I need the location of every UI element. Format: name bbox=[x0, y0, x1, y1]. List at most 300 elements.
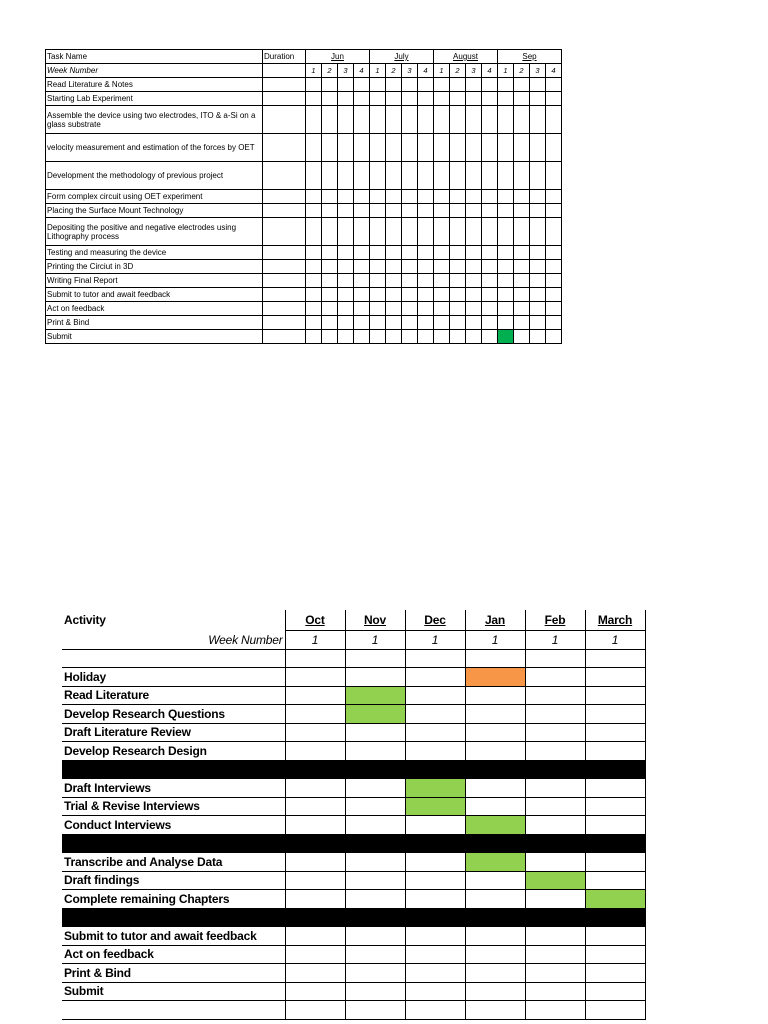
activity-row bbox=[62, 816, 645, 835]
gantt-cell bbox=[338, 330, 354, 344]
gantt-cell bbox=[285, 871, 345, 890]
activity-row bbox=[62, 742, 645, 761]
week-number-row bbox=[62, 631, 645, 650]
gantt-cell bbox=[585, 964, 645, 983]
gantt-cell bbox=[482, 274, 498, 288]
gantt-cell bbox=[465, 871, 525, 890]
activity-name: Draft Interviews bbox=[62, 779, 285, 798]
gantt-cell bbox=[285, 1001, 345, 1020]
gantt-cell bbox=[482, 134, 498, 162]
gantt-cell bbox=[306, 78, 322, 92]
task-name: Assemble the device using two electrodes, ITO & a-Si on a glass substrate bbox=[46, 106, 263, 134]
gantt-cell bbox=[285, 853, 345, 872]
gantt-cell bbox=[465, 797, 525, 816]
gantt-cell bbox=[585, 890, 645, 909]
month-header bbox=[465, 610, 525, 631]
gantt-cell bbox=[450, 274, 466, 288]
gantt-cell bbox=[405, 816, 465, 835]
gantt-cell bbox=[434, 288, 450, 302]
gantt-cell bbox=[402, 288, 418, 302]
gantt-cell bbox=[525, 742, 585, 761]
gantt-cell bbox=[370, 106, 386, 134]
gantt-cell bbox=[525, 853, 585, 872]
gantt-cell bbox=[386, 288, 402, 302]
task-row bbox=[46, 190, 562, 204]
duration-header: Duration bbox=[263, 50, 306, 64]
activity-name bbox=[62, 649, 285, 668]
gantt-cell bbox=[285, 723, 345, 742]
gantt-cell bbox=[465, 890, 525, 909]
gantt-cell bbox=[338, 78, 354, 92]
gantt-cell bbox=[466, 246, 482, 260]
gantt-cell bbox=[338, 204, 354, 218]
task-row bbox=[46, 316, 562, 330]
gantt-cell bbox=[338, 260, 354, 274]
gantt-cell bbox=[345, 982, 405, 1001]
task-row bbox=[46, 288, 562, 302]
gantt-cell bbox=[354, 204, 370, 218]
gantt-cell bbox=[405, 927, 465, 946]
week-number: 2 bbox=[386, 64, 402, 78]
gantt-cell bbox=[585, 816, 645, 835]
gantt-cell bbox=[354, 190, 370, 204]
gantt-cell bbox=[418, 274, 434, 288]
gantt-cell bbox=[546, 288, 562, 302]
gantt-cell bbox=[418, 78, 434, 92]
duration-cell bbox=[263, 162, 306, 190]
activity-name: Print & Bind bbox=[62, 964, 285, 983]
gantt-cell bbox=[514, 246, 530, 260]
gantt-cell bbox=[530, 274, 546, 288]
gantt-cell bbox=[465, 742, 525, 761]
gantt-cell bbox=[585, 927, 645, 946]
gantt-cell bbox=[322, 162, 338, 190]
duration-cell bbox=[263, 190, 306, 204]
week-number: 1 bbox=[434, 64, 450, 78]
gantt-cell bbox=[434, 302, 450, 316]
gantt-cell bbox=[402, 330, 418, 344]
header-row bbox=[46, 50, 562, 64]
gantt-cell bbox=[546, 218, 562, 246]
duration-cell bbox=[263, 106, 306, 134]
gantt-cell bbox=[514, 316, 530, 330]
gantt-cell bbox=[370, 162, 386, 190]
gantt-cell bbox=[322, 274, 338, 288]
gantt-cell bbox=[465, 964, 525, 983]
gantt-cell bbox=[498, 288, 514, 302]
gantt-cell bbox=[322, 302, 338, 316]
activity-row bbox=[62, 723, 645, 742]
month-header bbox=[405, 610, 465, 631]
section-separator bbox=[62, 760, 645, 779]
gantt-cell bbox=[322, 92, 338, 106]
task-name: Placing the Surface Mount Technology bbox=[46, 204, 263, 218]
task-name: velocity measurement and estimation of the forces by OET bbox=[46, 134, 263, 162]
gantt-cell bbox=[338, 134, 354, 162]
gantt-cell bbox=[525, 964, 585, 983]
gantt-cell bbox=[285, 982, 345, 1001]
gantt-cell bbox=[498, 302, 514, 316]
activity-header: Activity bbox=[62, 610, 285, 631]
activity-name: Read Literature bbox=[62, 686, 285, 705]
month-label: Feb bbox=[544, 613, 566, 627]
gantt-cell bbox=[402, 106, 418, 134]
gantt-cell bbox=[514, 106, 530, 134]
gantt-cell bbox=[354, 260, 370, 274]
week-number: 1 bbox=[370, 64, 386, 78]
gantt-cell bbox=[418, 302, 434, 316]
activity-name: Conduct Interviews bbox=[62, 816, 285, 835]
duration-cell bbox=[263, 92, 306, 106]
activity-name: Submit to tutor and await feedback bbox=[62, 927, 285, 946]
gantt-cell bbox=[585, 742, 645, 761]
gantt-cell bbox=[514, 260, 530, 274]
task-row bbox=[46, 92, 562, 106]
gantt-cell bbox=[482, 162, 498, 190]
gantt-cell bbox=[434, 190, 450, 204]
gantt-cell bbox=[322, 218, 338, 246]
activity-row bbox=[62, 982, 645, 1001]
activity-name: Submit bbox=[62, 982, 285, 1001]
gantt-cell bbox=[514, 190, 530, 204]
gantt-cell bbox=[498, 330, 514, 344]
task-name: Act on feedback bbox=[46, 302, 263, 316]
gantt-cell bbox=[370, 288, 386, 302]
blank-row bbox=[62, 649, 645, 668]
gantt-cell bbox=[434, 246, 450, 260]
gantt-cell bbox=[525, 890, 585, 909]
gantt-cell bbox=[530, 302, 546, 316]
gantt-cell bbox=[498, 274, 514, 288]
gantt-cell bbox=[402, 218, 418, 246]
gantt-cell bbox=[466, 302, 482, 316]
gantt-cell bbox=[322, 330, 338, 344]
gantt-cell bbox=[466, 274, 482, 288]
activity-row bbox=[62, 705, 645, 724]
gantt-cell bbox=[514, 218, 530, 246]
gantt-cell bbox=[498, 260, 514, 274]
gantt-cell bbox=[306, 246, 322, 260]
gantt-cell bbox=[498, 162, 514, 190]
gantt-cell bbox=[354, 316, 370, 330]
gantt-cell bbox=[514, 204, 530, 218]
gantt-cell bbox=[450, 78, 466, 92]
gantt-cell bbox=[585, 705, 645, 724]
gantt-cell bbox=[466, 288, 482, 302]
gantt-cell bbox=[585, 853, 645, 872]
gantt-cell bbox=[338, 218, 354, 246]
gantt-cell bbox=[402, 134, 418, 162]
gantt-cell bbox=[386, 330, 402, 344]
task-name-header: Task Name bbox=[46, 50, 263, 64]
task-name: Read Literature & Notes bbox=[46, 78, 263, 92]
gantt-cell bbox=[386, 204, 402, 218]
gantt-cell bbox=[465, 853, 525, 872]
section-separator bbox=[62, 908, 645, 927]
gantt-cell bbox=[386, 190, 402, 204]
gantt-cell bbox=[450, 246, 466, 260]
gantt-cell bbox=[402, 92, 418, 106]
task-name: Form complex circuit using OET experiment bbox=[46, 190, 263, 204]
gantt-cell bbox=[418, 288, 434, 302]
gantt-cell bbox=[322, 190, 338, 204]
gantt-cell bbox=[285, 797, 345, 816]
gantt-cell bbox=[525, 649, 585, 668]
gantt-cell bbox=[514, 302, 530, 316]
activity-name bbox=[62, 1001, 285, 1020]
gantt-cell bbox=[338, 246, 354, 260]
gantt-cell bbox=[370, 190, 386, 204]
activity-name: Draft Literature Review bbox=[62, 723, 285, 742]
gantt-cell bbox=[345, 797, 405, 816]
gantt-cell bbox=[530, 260, 546, 274]
duration-cell bbox=[263, 218, 306, 246]
gantt-cell bbox=[585, 797, 645, 816]
gantt-cell bbox=[498, 190, 514, 204]
gantt-cell bbox=[338, 274, 354, 288]
task-name: Starting Lab Experiment bbox=[46, 92, 263, 106]
gantt-cell bbox=[530, 330, 546, 344]
gantt-cell bbox=[525, 686, 585, 705]
gantt-cell bbox=[338, 302, 354, 316]
gantt-cell bbox=[466, 162, 482, 190]
gantt-cell bbox=[405, 871, 465, 890]
gantt-cell bbox=[338, 288, 354, 302]
gantt-cell bbox=[525, 1001, 585, 1020]
gantt-cell bbox=[546, 92, 562, 106]
task-row bbox=[46, 162, 562, 190]
gantt-cell bbox=[466, 134, 482, 162]
gantt-cell bbox=[306, 274, 322, 288]
activity-row bbox=[62, 890, 645, 909]
activity-row bbox=[62, 964, 645, 983]
gantt-cell bbox=[402, 162, 418, 190]
activity-name: Transcribe and Analyse Data bbox=[62, 853, 285, 872]
gantt-cell bbox=[434, 134, 450, 162]
gantt-cell bbox=[434, 316, 450, 330]
gantt-cell bbox=[482, 218, 498, 246]
gantt-cell bbox=[546, 106, 562, 134]
gantt-cell bbox=[585, 871, 645, 890]
duration-cell bbox=[263, 260, 306, 274]
gantt-cell bbox=[402, 274, 418, 288]
week-number: 3 bbox=[402, 64, 418, 78]
activity-name: Trial & Revise Interviews bbox=[62, 797, 285, 816]
gantt-cell bbox=[402, 78, 418, 92]
gantt-cell bbox=[450, 92, 466, 106]
gantt-cell bbox=[322, 204, 338, 218]
gantt-cell bbox=[585, 945, 645, 964]
gantt-cell bbox=[322, 106, 338, 134]
gantt-cell bbox=[354, 274, 370, 288]
gantt-cell bbox=[465, 723, 525, 742]
gantt-cell bbox=[345, 705, 405, 724]
month-label: Jan bbox=[484, 613, 506, 627]
gantt-cell bbox=[525, 723, 585, 742]
week-number-label: Week Number bbox=[62, 631, 285, 650]
week-number: 2 bbox=[514, 64, 530, 78]
task-name: Submit bbox=[46, 330, 263, 344]
gantt-cell bbox=[370, 274, 386, 288]
activity-name: Complete remaining Chapters bbox=[62, 890, 285, 909]
gantt-cell bbox=[450, 204, 466, 218]
gantt-cell bbox=[405, 853, 465, 872]
gantt-cell bbox=[466, 330, 482, 344]
gantt-cell bbox=[306, 92, 322, 106]
gantt-cell bbox=[450, 106, 466, 134]
gantt-cell bbox=[386, 78, 402, 92]
gantt-cell bbox=[585, 982, 645, 1001]
task-row bbox=[46, 78, 562, 92]
header-row bbox=[62, 610, 645, 631]
gantt-cell bbox=[345, 853, 405, 872]
gantt-cell bbox=[514, 288, 530, 302]
activity-name: Develop Research Questions bbox=[62, 705, 285, 724]
gantt-cell bbox=[285, 890, 345, 909]
gantt-cell bbox=[345, 871, 405, 890]
week-number: 4 bbox=[482, 64, 498, 78]
task-row bbox=[46, 134, 562, 162]
gantt-cell bbox=[498, 92, 514, 106]
task-row bbox=[46, 204, 562, 218]
week-number: 1 bbox=[585, 631, 645, 650]
gantt-cell bbox=[405, 890, 465, 909]
gantt-cell bbox=[530, 162, 546, 190]
gantt-cell bbox=[546, 330, 562, 344]
gantt-cell bbox=[585, 1001, 645, 1020]
gantt-cell bbox=[354, 92, 370, 106]
gantt-cell bbox=[370, 302, 386, 316]
gantt-cell bbox=[514, 162, 530, 190]
gantt-cell bbox=[498, 246, 514, 260]
gantt-cell bbox=[386, 106, 402, 134]
gantt-cell bbox=[514, 78, 530, 92]
gantt-cell bbox=[285, 649, 345, 668]
gantt-cell bbox=[530, 134, 546, 162]
gantt-cell bbox=[530, 106, 546, 134]
gantt-cell bbox=[498, 134, 514, 162]
gantt-cell bbox=[585, 649, 645, 668]
month-label: Dec bbox=[424, 613, 446, 627]
week-number: 2 bbox=[322, 64, 338, 78]
gantt-cell bbox=[345, 945, 405, 964]
week-number-row bbox=[46, 64, 562, 78]
gantt-cell bbox=[585, 668, 645, 687]
activity-name: Draft findings bbox=[62, 871, 285, 890]
gantt-cell bbox=[546, 260, 562, 274]
gantt-cell bbox=[345, 779, 405, 798]
activity-name: Act on feedback bbox=[62, 945, 285, 964]
gantt-cell bbox=[345, 723, 405, 742]
gantt-cell bbox=[386, 92, 402, 106]
gantt-cell bbox=[585, 723, 645, 742]
week-number: 1 bbox=[405, 631, 465, 650]
gantt-cell bbox=[306, 260, 322, 274]
gantt-cell bbox=[530, 218, 546, 246]
gantt-cell bbox=[370, 204, 386, 218]
gantt-cell bbox=[418, 316, 434, 330]
gantt-cell bbox=[285, 742, 345, 761]
gantt-cell bbox=[465, 982, 525, 1001]
gantt-cell bbox=[306, 302, 322, 316]
gantt-cell bbox=[465, 668, 525, 687]
gantt-cell bbox=[338, 190, 354, 204]
gantt-cell bbox=[405, 668, 465, 687]
week-number: 3 bbox=[338, 64, 354, 78]
activity-row bbox=[62, 853, 645, 872]
gantt-cell bbox=[405, 742, 465, 761]
gantt-cell bbox=[525, 797, 585, 816]
gantt-cell bbox=[465, 945, 525, 964]
gantt-cell bbox=[530, 288, 546, 302]
gantt-cell bbox=[498, 106, 514, 134]
separator-bar bbox=[62, 760, 645, 779]
gantt-cell bbox=[482, 190, 498, 204]
duration-cell bbox=[263, 78, 306, 92]
week-number: 3 bbox=[530, 64, 546, 78]
gantt-cell bbox=[345, 686, 405, 705]
gantt-cell bbox=[306, 204, 322, 218]
gantt-cell bbox=[525, 705, 585, 724]
gantt-cell bbox=[345, 964, 405, 983]
gantt-cell bbox=[525, 927, 585, 946]
gantt-cell bbox=[546, 134, 562, 162]
gantt-cell bbox=[345, 742, 405, 761]
task-row bbox=[46, 246, 562, 260]
activity-row bbox=[62, 797, 645, 816]
gantt-cell bbox=[530, 316, 546, 330]
gantt-cell bbox=[546, 302, 562, 316]
gantt-cell bbox=[465, 686, 525, 705]
section-separator bbox=[62, 834, 645, 853]
week-number: 1 bbox=[345, 631, 405, 650]
gantt-cell bbox=[418, 162, 434, 190]
month-label: Oct bbox=[305, 613, 325, 627]
gantt-cell bbox=[306, 190, 322, 204]
gantt-cell bbox=[370, 316, 386, 330]
gantt-cell bbox=[345, 816, 405, 835]
gantt-cell bbox=[465, 705, 525, 724]
gantt-cell bbox=[450, 330, 466, 344]
gantt-cell bbox=[465, 816, 525, 835]
gantt-cell bbox=[482, 92, 498, 106]
gantt-cell bbox=[370, 330, 386, 344]
gantt-cell bbox=[285, 779, 345, 798]
gantt-cell bbox=[402, 204, 418, 218]
task-row bbox=[46, 106, 562, 134]
gantt-cell bbox=[482, 78, 498, 92]
gantt-cell bbox=[418, 260, 434, 274]
week-number: 1 bbox=[306, 64, 322, 78]
gantt-cell bbox=[402, 246, 418, 260]
gantt-cell bbox=[285, 686, 345, 705]
blank-row bbox=[62, 1001, 645, 1020]
gantt-cell bbox=[525, 871, 585, 890]
gantt-cell bbox=[525, 779, 585, 798]
gantt-cell bbox=[386, 134, 402, 162]
gantt-cell bbox=[285, 945, 345, 964]
gantt-cell bbox=[386, 260, 402, 274]
gantt-cell bbox=[498, 78, 514, 92]
activity-row bbox=[62, 668, 645, 687]
gantt-cell bbox=[434, 274, 450, 288]
gantt-cell bbox=[338, 316, 354, 330]
gantt-cell bbox=[306, 316, 322, 330]
gantt-cell bbox=[354, 246, 370, 260]
task-row bbox=[46, 302, 562, 316]
gantt-cell bbox=[322, 316, 338, 330]
gantt-cell bbox=[514, 134, 530, 162]
